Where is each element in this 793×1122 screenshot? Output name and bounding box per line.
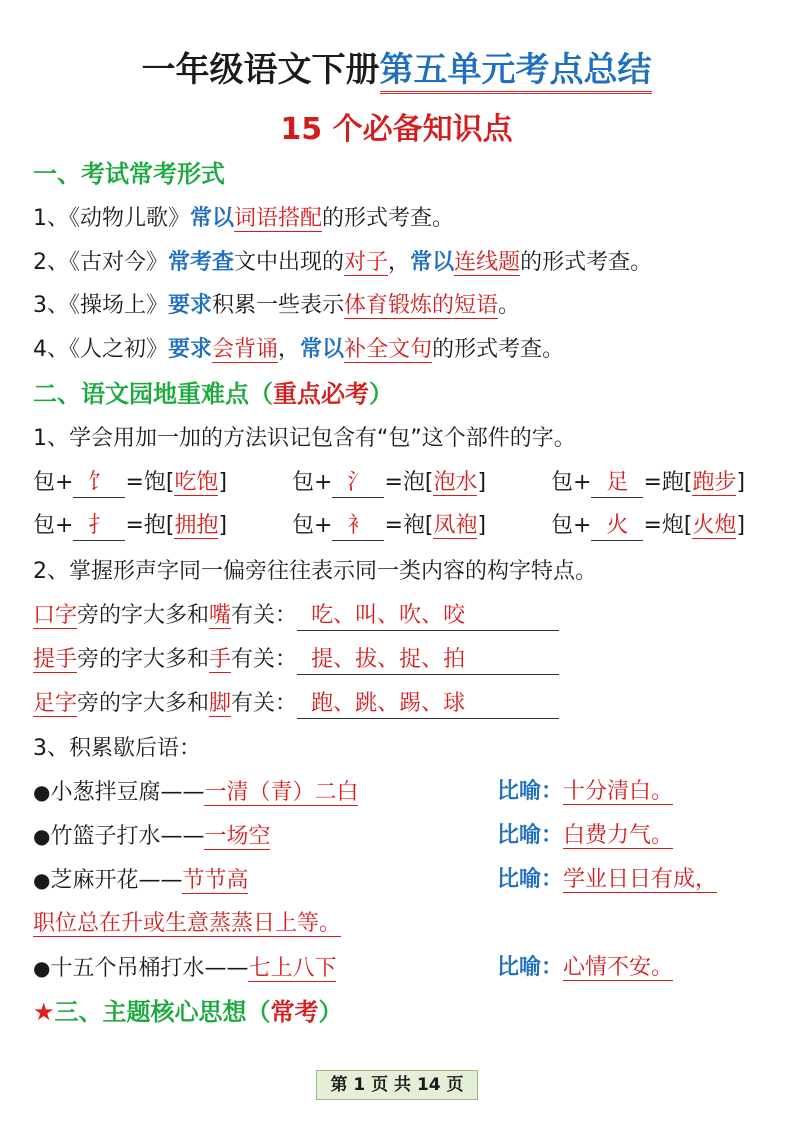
saying-3-meaning: 比喻：学业日日有成， [497,867,718,892]
radical-row-3: 足字旁的字大多和脚有关： 跑、跳、踢、球 [33,690,559,719]
saying-1-meaning: 比喻：十分清白。 [497,779,674,804]
s2-p3: 3、积累歇后语： [33,736,201,761]
combo-2-1: 包+ 扌 =抱[拥抱] [33,512,227,541]
star-icon: ★ [33,998,55,1026]
combo-1-3: 包+ 足 =跑[跑步] [551,469,745,498]
saying-3: ●芝麻开花——节节高 [33,868,249,893]
page-title [0,42,793,91]
section3-heading: ★三、主题核心思想（常考） [33,998,343,1026]
page-subtitle: 15 个必备知识点 [280,112,513,147]
title-part1: 一年级语文下册 [141,50,380,90]
saying-1: ●小葱拌豆腐——一清（青）二白 [33,780,359,805]
s1-item-3: 3、《操场上》要求积累一些表示体育锻炼的短语。 [33,293,521,318]
combo-2-3: 包+ 火 =炮[火炮] [551,512,745,541]
s2-p1: 1、学会用加一加的方法识记包含有“包”这个部件的字。 [33,426,576,451]
section1-heading: 一、考试常考形式 [33,160,225,188]
radical-row-1: 口字旁的字大多和嘴有关： 吃、叫、吹、咬 [33,602,559,631]
s1-item-4: 4、《人之初》要求会背诵，常以补全文句的形式考查。 [33,337,565,362]
saying-4-meaning: 比喻：心情不安。 [497,955,674,980]
section2-heading: 二、语文园地重难点（重点必考） [33,380,393,408]
page-indicator: 第 1 页 共 14 页 [316,1070,478,1100]
combo-2-2: 包+ 衤 =袍[凤袍] [292,512,486,541]
combo-1-1: 包+ 饣 =饱[吃饱] [33,469,227,498]
saying-2-meaning: 比喻：白费力气。 [497,823,674,848]
s1-item-1: 1、《动物儿歌》常以词语搭配的形式考查。 [33,206,455,231]
saying-2: ●竹篮子打水——一场空 [33,824,271,849]
radical-row-2: 提手旁的字大多和手有关： 提、拔、捉、拍 [33,646,559,675]
s1-item-2: 2、《古对今》常考查文中出现的对子，常以连线题的形式考查。 [33,250,653,275]
saying-4: ●十五个吊桶打水——七上八下 [33,956,337,981]
combo-1-2: 包+ 氵 =泡[泡水] [292,469,486,498]
s2-p2: 2、掌握形声字同一偏旁往往表示同一类内容的构字特点。 [33,559,597,584]
saying-3-continuation: 职位总在升或生意蒸蒸日上等。 [33,911,342,936]
title-part2: 第五单元考点总结 [380,50,652,94]
